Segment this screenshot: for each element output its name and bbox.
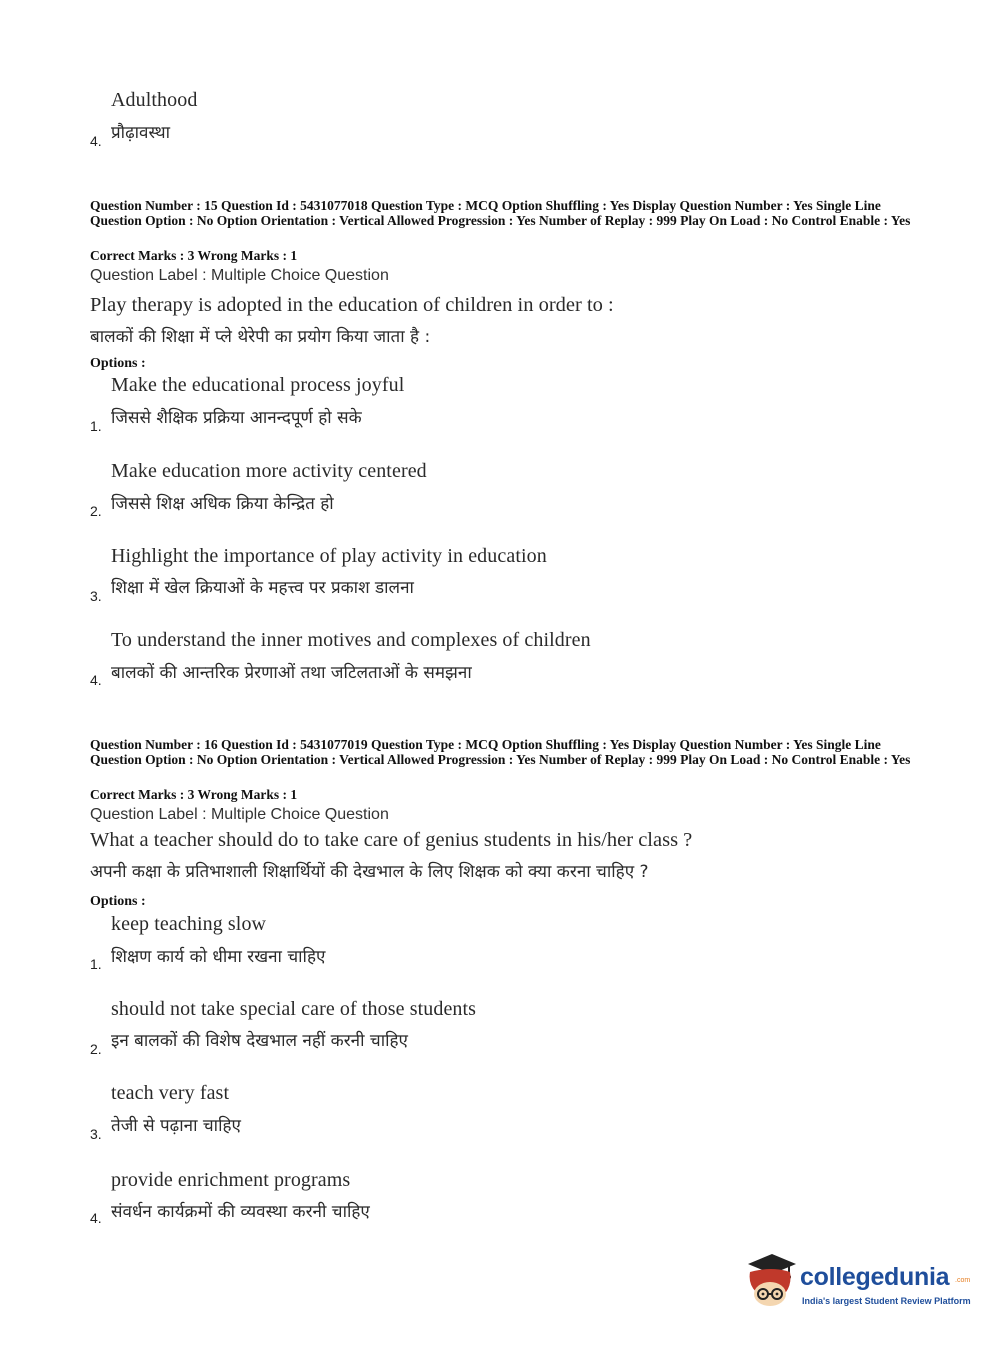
q15-option-2-number: 2. [90, 503, 102, 519]
question-15-meta: Question Number : 15 Question Id : 5431077018 Question Type : MCQ Option Shuffling : Yes Display Question Number : Yes Single Line Question Option : No Option Orientation : Vertical Allowed Progression : Yes Number of Replay : 999 Play On Load : No Control Enable : Yes [90, 198, 911, 228]
q15-option-1-en: Make the educational process joyful [111, 374, 405, 396]
question-16-text-en: What a teacher should do to take care of genius students in his/her class ? [90, 829, 693, 851]
q16-option-2-number: 2. [90, 1041, 102, 1057]
q16-option-1-number: 1. [90, 956, 102, 972]
question-15-options-heading: Options : [90, 356, 146, 371]
question-15-text-hi: बालकों की शिक्षा में प्ले थेरेपी का प्रयोग किया जाता है : [90, 327, 431, 347]
q15-option-2-en: Make education more activity centered [111, 460, 427, 482]
q16-option-1-en: keep teaching slow [111, 913, 267, 935]
question-16-marks: Correct Marks : 3 Wrong Marks : 1 [90, 787, 298, 802]
q16-option-3-number: 3. [90, 1126, 102, 1142]
question-15-marks: Correct Marks : 3 Wrong Marks : 1 [90, 248, 298, 263]
mascot-icon [742, 1250, 798, 1310]
q15-option-4-en: To understand the inner motives and complexes of children [111, 629, 591, 651]
prev-option-4-hi: प्रौढ़ावस्था [111, 123, 171, 143]
question-15-text-en: Play therapy is adopted in the education of children in order to : [90, 294, 614, 316]
q16-option-1-hi: शिक्षण कार्य को धीमा रखना चाहिए [111, 947, 326, 967]
question-16-meta: Question Number : 16 Question Id : 5431077019 Question Type : MCQ Option Shuffling : Yes Display Question Number : Yes Single Line Question Option : No Option Orientation : Vertical Allowed Progression : Yes Number of Replay : 999 Play On Load : No Control Enable : Yes [90, 737, 911, 767]
q15-option-4-number: 4. [90, 672, 102, 688]
logo-suffix: .com [955, 1277, 971, 1284]
q16-option-4-en: provide enrichment programs [111, 1169, 351, 1191]
q16-option-4-hi: संवर्धन कार्यक्रमों की व्यवस्था करनी चाहिए [111, 1202, 370, 1222]
q16-option-2-en: should not take special care of those students [111, 998, 477, 1020]
q15-option-1-number: 1. [90, 418, 102, 434]
question-15-label: Question Label : Multiple Choice Question [90, 267, 389, 284]
prev-option-4-number: 4. [90, 133, 102, 149]
q15-option-3-en: Highlight the importance of play activity in education [111, 545, 547, 567]
question-16-label: Question Label : Multiple Choice Question [90, 806, 389, 823]
q16-option-3-hi: तेजी से पढ़ाना चाहिए [111, 1116, 241, 1136]
q16-option-2-hi: इन बालकों की विशेष देखभाल नहीं करनी चाहिए [111, 1031, 408, 1051]
q15-option-3-number: 3. [90, 588, 102, 604]
q15-option-4-hi: बालकों की आन्तरिक प्रेरणाओं तथा जटिलताओं के समझना [111, 663, 472, 683]
question-16-options-heading: Options : [90, 894, 146, 909]
q15-option-1-hi: जिससे शैक्षिक प्रक्रिया आनन्दपूर्ण हो सके [111, 408, 362, 428]
logo-name: collegedunia [800, 1263, 950, 1291]
collegedunia-logo[interactable] [742, 1250, 972, 1310]
question-16-text-hi: अपनी कक्षा के प्रतिभाशाली शिक्षार्थियों की देखभाल के लिए शिक्षक को क्या करना चाहिए ? [90, 862, 649, 882]
q16-option-3-en: teach very fast [111, 1082, 230, 1104]
q15-option-2-hi: जिससे शिक्ष अधिक क्रिया केन्द्रित हो [111, 494, 334, 514]
q15-option-3-hi: शिक्षा में खेल क्रियाओं के महत्त्व पर प्रकाश डालना [111, 578, 414, 598]
logo-tagline: India's largest Student Review Platform [802, 1296, 971, 1306]
q16-option-4-number: 4. [90, 1210, 102, 1226]
prev-option-4-en: Adulthood [111, 89, 198, 111]
